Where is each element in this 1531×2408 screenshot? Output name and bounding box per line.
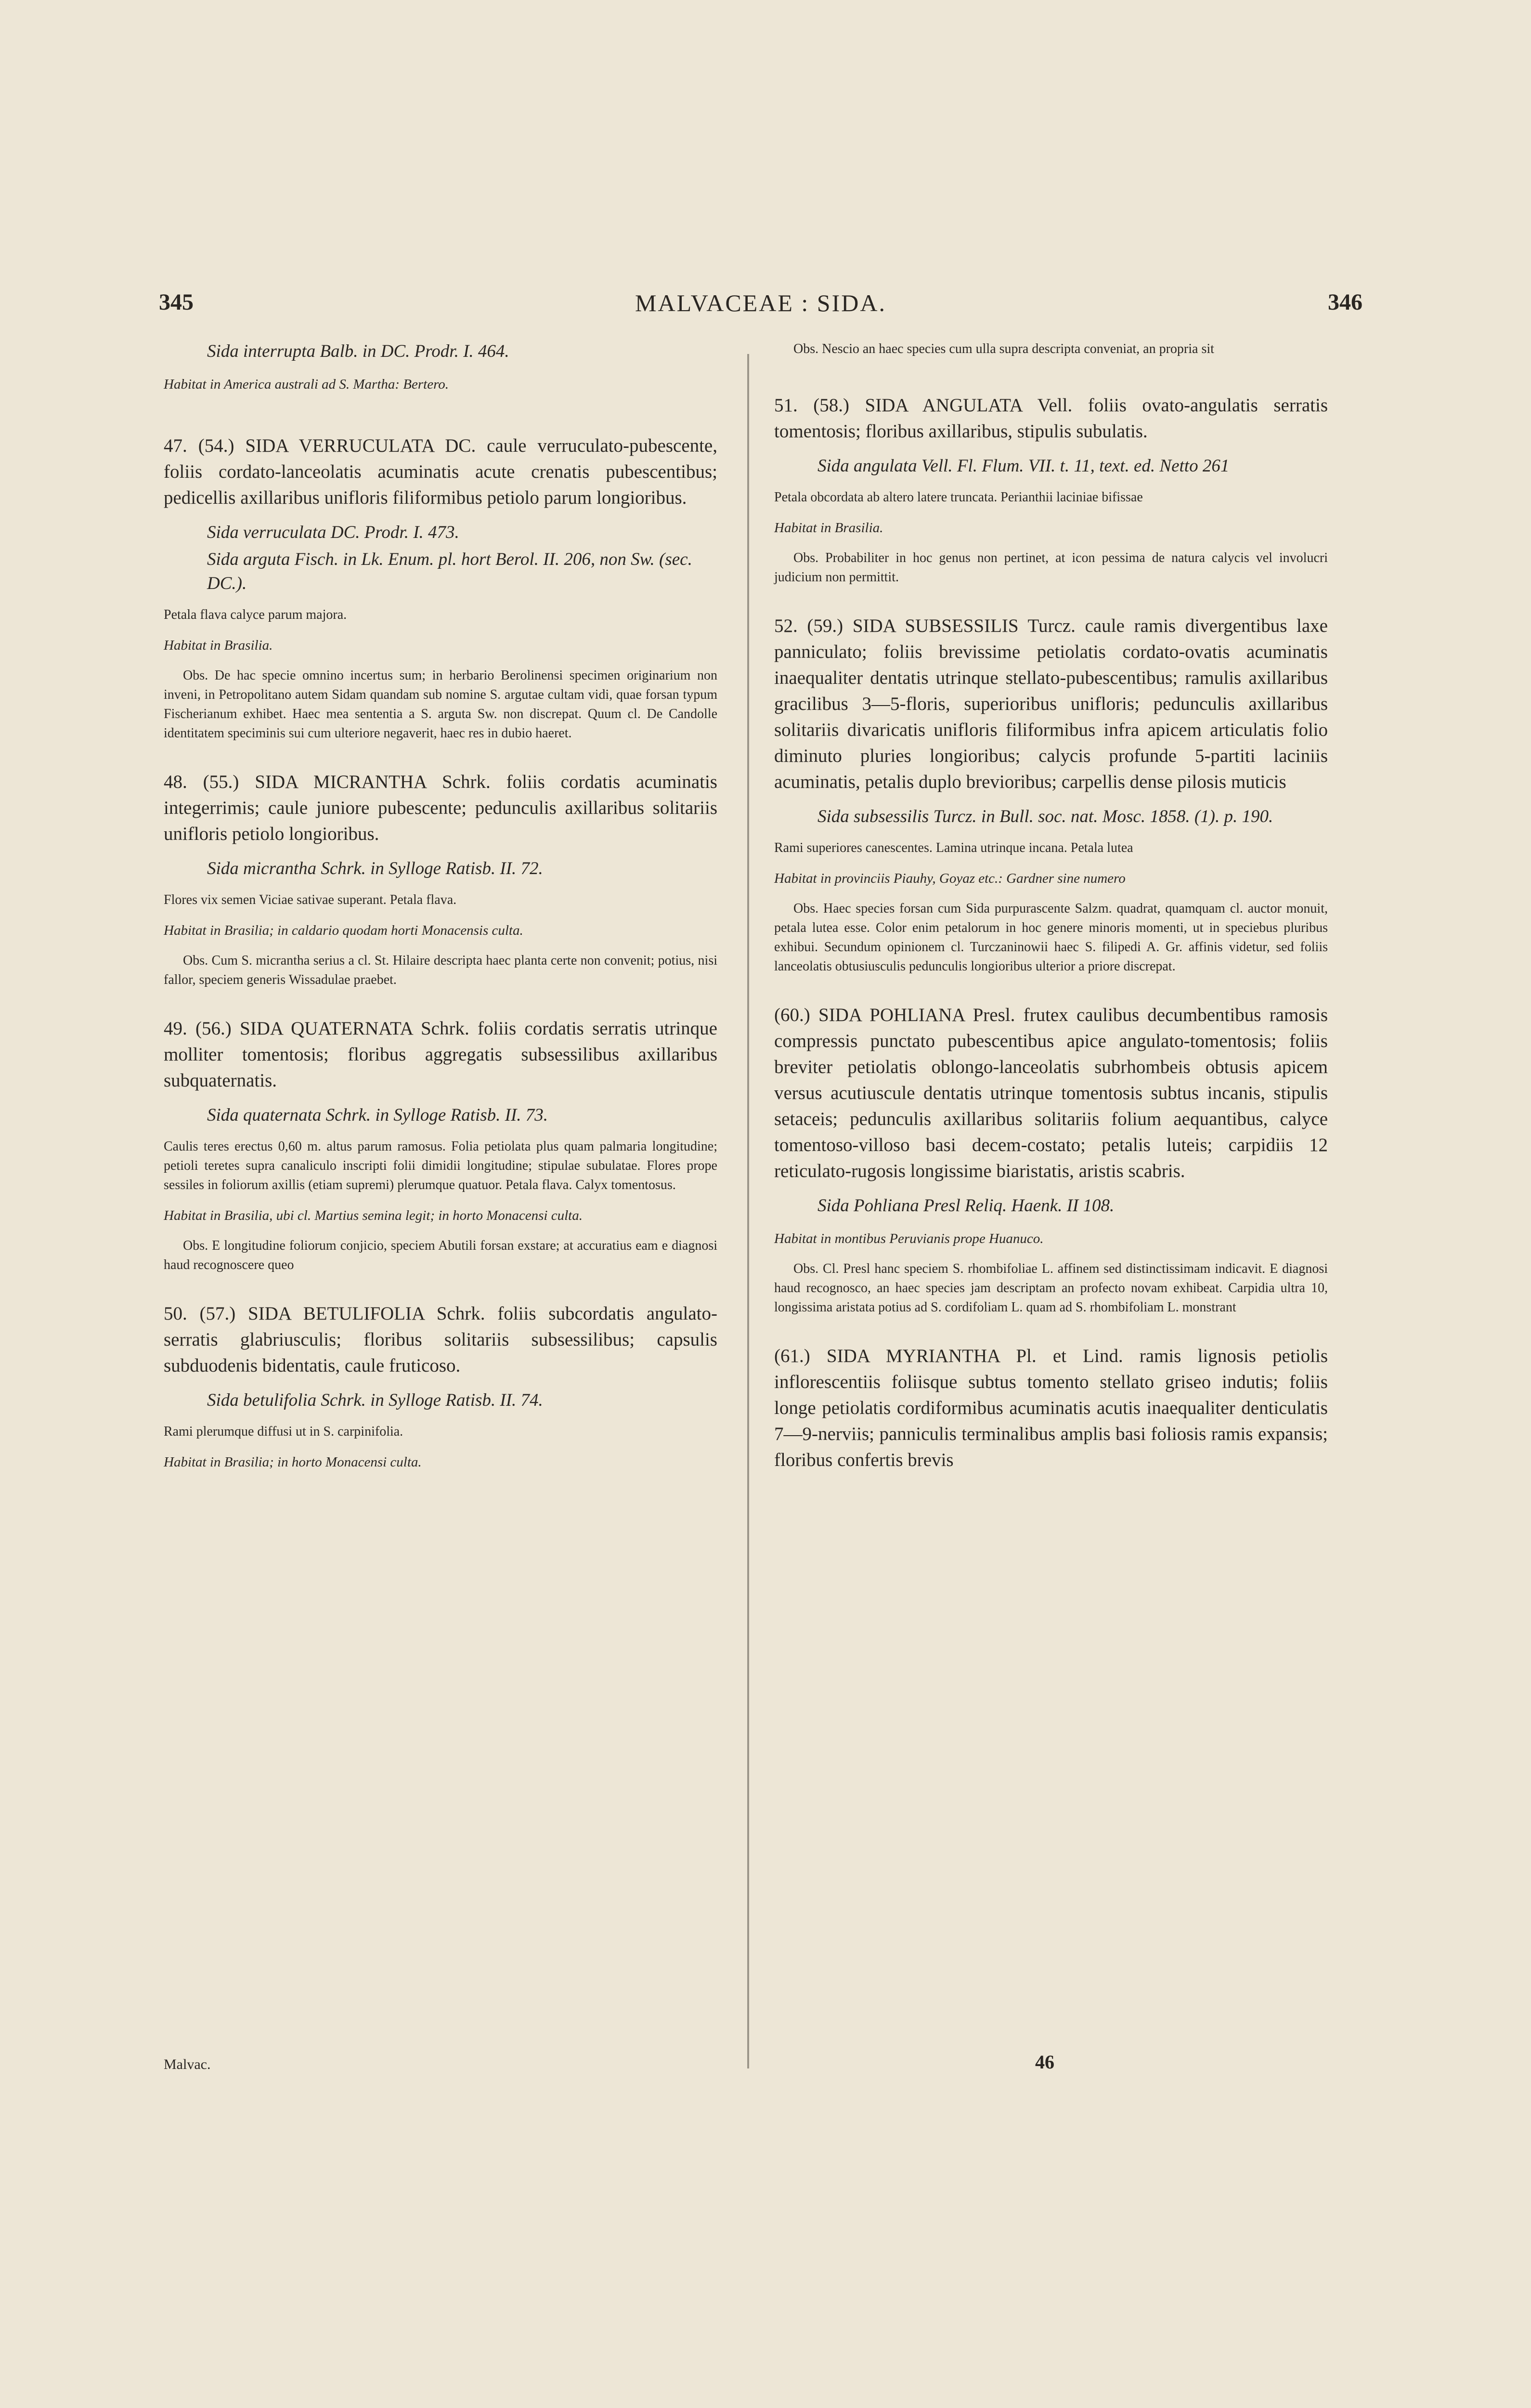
entry-myriantha [774, 1343, 1328, 1473]
species-diagnosis: 50. (57.) SIDA BETULIFOLIA Schrk. foliis subcordatis angulato-serratis glabriusculis; floribus solitariis subsessilibus; capsulis subduodenis bidentatis, caule fruticoso. [164, 1303, 717, 1376]
habitat: Habitat in provinciis Piauhy, Goyaz etc.: Gardner sine numero [774, 871, 1126, 886]
observation: Obs. Probabiliter in hoc genus non pertinet, at icon pessima de natura calycis vel involucri judicium non permittit. [774, 550, 1328, 585]
right-column [774, 340, 1328, 1499]
description-note: Flores vix semen Viciae sativae superant. Petala flava. [164, 892, 457, 907]
page-number-left: 345 [159, 289, 194, 315]
species-diagnosis: 52. (59.) SIDA SUBSESSILIS Turcz. caule ramis divergentibus laxe panniculato; foliis brevissime petiolatis cordato-ovatis acuminatis inaequaliter dentatis utrinque stellato-pubescentibus; ramulis axillaribus gracilibus 3—5-floris, superioribus unifloris; pedunculis axillaribus solitariis divaricatis unifloris filiformibus infra apicem articulatis folio diminuto pluries longioribus; calycis profunde 5-partiti laciniis acuminatis, petalis duplo brevioribus; carpellis dense pilosis muticis [774, 615, 1328, 792]
entry-pohliana [774, 1002, 1328, 1317]
habitat: Habitat in Brasilia. [164, 638, 273, 653]
footer-signature-number: 46 [1035, 2051, 1054, 2073]
column-divider [747, 354, 749, 2068]
species-diagnosis: 49. (56.) SIDA QUATERNATA Schrk. foliis cordatis serratis utrinque molliter tomentosis; floribus aggregatis subsessilibus axillaribus subquaternatis. [164, 1018, 717, 1091]
entry-verruculata [164, 433, 717, 743]
observation: Obs. E longitudine foliorum conjicio, speciem Abutili forsan exstare; at accuratius eam e diagnosi haud recognoscere queo [164, 1238, 717, 1272]
species-diagnosis: 51. (58.) SIDA ANGULATA Vell. foliis ovato-angulatis serratis tomentosis; floribus axillaribus, stipulis subulatis. [774, 395, 1328, 442]
habitat: Habitat in America australi ad S. Martha: Bertero. [164, 377, 449, 392]
synonym: Sida micrantha Schrk. in Sylloge Ratisb. II. 72. [207, 859, 543, 878]
habitat: Habitat in montibus Peruvianis prope Huanuco. [774, 1231, 1044, 1246]
habitat: Habitat in Brasilia; in caldario quodam horti Monacensis culta. [164, 923, 523, 938]
observation: Obs. Cl. Presl hanc speciem S. rhombifoliae L. affinem sed distinctissimam indicavit. E diagnosi haud recognosco, an haec species jam descriptam an profecto novam exhibeat. Carpidia ultra 10, longissima aristata potius ad S. cordifoliam L. quam ad S. rhombifoliam L. monstrant [774, 1261, 1328, 1315]
entry-angulata [774, 393, 1328, 587]
species-diagnosis: 48. (55.) SIDA MICRANTHA Schrk. foliis cordatis acuminatis integerrimis; caule juniore pubescente; pedunculis axillaribus solitariis unifloris petiolo longioribus. [164, 772, 717, 844]
habitat: Habitat in Brasilia. [774, 520, 883, 536]
observation: Obs. De hac specie omnino incertus sum; in herbario Berolinensi specimen originarium non inveni, in Petropolitano autem Sidam quandam sub nomine S. argutae cultam vidi, quae forsan typum Fischerianum exhibet. Haec mea sententia a S. arguta Sw. non discrepat. Quum cl. De Candolle identitatem speciminis sui cum ulteriore negaverit, haec res in dubio haeret. [164, 668, 717, 741]
description-note: Petala obcordata ab altero latere truncata. Perianthii laciniae bifissae [774, 490, 1143, 505]
synonym: Sida arguta Fisch. in Lk. Enum. pl. hort Berol. II. 206, non Sw. (sec. DC.). [207, 550, 692, 593]
left-column [164, 340, 717, 1498]
synonym: Sida subsessilis Turcz. in Bull. soc. nat. Mosc. 1858. (1). p. 190. [817, 807, 1273, 826]
synonym: Sida quaternata Schrk. in Sylloge Ratisb. II. 73. [207, 1105, 548, 1125]
page-number-right: 346 [1328, 289, 1362, 315]
description-note: Rami superiores canescentes. Lamina utrinque incana. Petala lutea [774, 840, 1133, 855]
species-diagnosis: (61.) SIDA MYRIANTHA Pl. et Lind. ramis lignosis petiolis inflorescentiis foliisque subtus tomento stellato griseo indutis; foliis longe petiolatis cordiformibus acuminatis acutis inaequaliter denticulatis 7—9-nerviis; panniculis terminalibus amplis basi foliosis ramis expansis; floribus confertis brevis [774, 1346, 1328, 1470]
synonym: Sida betulifolia Schrk. in Sylloge Ratisb. II. 74. [207, 1390, 543, 1410]
footer-signature-label: Malvac. [164, 2056, 211, 2072]
entry-obs-continued [774, 340, 1328, 359]
entry-micrantha [164, 769, 717, 990]
running-title: MALVACEAE : SIDA. [635, 289, 886, 316]
description-note: Rami plerumque diffusi ut in S. carpinifolia. [164, 1424, 403, 1439]
page-header [159, 289, 1362, 323]
species-diagnosis: (60.) SIDA POHLIANA Presl. frutex caulibus decumbentibus ramosis compressis punctato pubescentibus apice angulato-tomentosis; foliis breviter petiolatis oblongo-lanceolatis subrhombeis obtusis apicem versus acutiuscule dentatis utrinque tomentosis subtus incanis, stipulis setaceis; pedunculis axillaribus solitariis folium aequantibus, calyce tomentoso-villoso basi decem-costato; petalis luteis; carpidiis 12 reticulato-rugosis longissime biaristatis, aristis scabris. [774, 1005, 1328, 1181]
description-note: Petala flava calyce parum majora. [164, 607, 347, 622]
observation: Obs. Haec species forsan cum Sida purpurascente Salzm. quadrat, quamquam cl. auctor monuit, petala lutea esse. Color enim petalorum in hoc genere minoris momenti, ut in speciebus pluribus exhibui. Secundum opinionem cl. Turczaninowii haec S. filipedi A. Gr. affinis videtur, sed foliis lanceolatis obtusiusculis pedunculis longioribus ulterior a priore discrepat. [774, 901, 1328, 974]
synonym: Sida verruculata DC. Prodr. I. 473. [207, 523, 459, 542]
entry-subsessilis [774, 613, 1328, 976]
entry-interrupta [164, 340, 717, 394]
entry-betulifolia [164, 1301, 717, 1472]
synonym: Sida interrupta Balb. in DC. Prodr. I. 464. [207, 341, 509, 361]
entry-quaternata [164, 1016, 717, 1275]
habitat: Habitat in Brasilia, ubi cl. Martius semina legit; in horto Monacensi culta. [164, 1208, 583, 1223]
observation: Obs. Nescio an haec species cum ulla supra descripta conveniat, an propria sit [793, 341, 1214, 356]
observation: Obs. Cum S. micrantha serius a cl. St. Hilaire descripta haec planta certe non convenit; potius, nisi fallor, speciem generis Wissadulae praebet. [164, 953, 717, 987]
species-diagnosis: 47. (54.) SIDA VERRUCULATA DC. caule verruculato-pubescente, foliis cordato-lanceolatis acuminatis acute crenatis pubescentibus; pedicellis axillaribus unifloris filiformibus petiolo parum longioribus. [164, 435, 717, 508]
synonym: Sida angulata Vell. Fl. Flum. VII. t. 11, text. ed. Netto 261 [817, 456, 1230, 476]
habitat: Habitat in Brasilia; in horto Monacensi culta. [164, 1454, 422, 1470]
description-note: Caulis teres erectus 0,60 m. altus parum ramosus. Folia petiolata plus quam palmaria longitudine; petioli teretes supra canaliculo inscripti folii dimidii longitudine; stipulae subulatae. Flores prope sessiles in foliorum axillis (etiam supremi) plerumque quatuor. Petala flava. Calyx tomentosus. [164, 1139, 717, 1192]
synonym: Sida Pohliana Presl Reliq. Haenk. II 108. [817, 1196, 1115, 1216]
